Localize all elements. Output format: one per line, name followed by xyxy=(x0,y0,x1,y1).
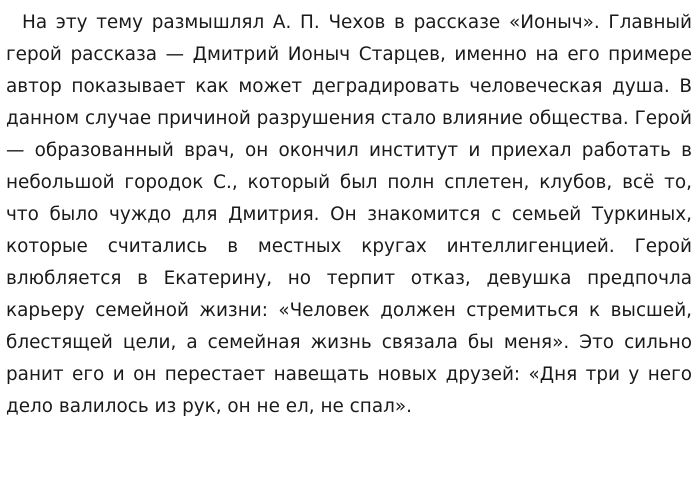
document-page xyxy=(6,7,692,423)
body-paragraph: На эту тему размышлял А. П. Чехов в рассказе «Ионыч». Главный герой рассказа — Дмитрий Ионыч Старцев, именно на его примере автор показывает как может деградировать человеческая душа. В данном случае причиной разрушения стало влияние общества. Герой — образованный врач, он окончил институт и приехал работать в небольшой городок С., который был полн сплетен, клубов, всё то, что было чуждо для Дмитрия. Он знакомится с семьей Туркиных, которые считались в местных кругах интеллигенцией. Герой влюбляется в Екатерину, но терпит отказ, девушка предпочла карьеру семейной жизни: «Человек должен стремиться к высшей, блестящей цели, а семейная жизнь связала бы меня». Это сильно ранит его и он перестает навещать новых друзей: «Дня три у него дело валилось из рук, он не ел, не спал». xyxy=(6,12,692,417)
